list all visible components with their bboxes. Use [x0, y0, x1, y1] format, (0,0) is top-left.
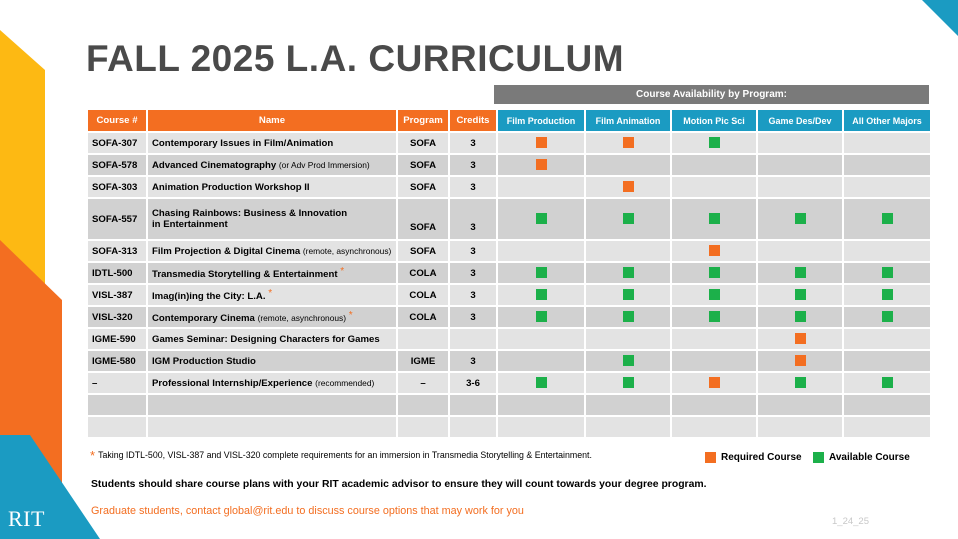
- legend-available: [813, 452, 910, 463]
- availability-film-animation: [586, 263, 670, 283]
- availability-film-production: [498, 395, 584, 415]
- available-marker: [795, 289, 806, 300]
- footnote-text: Taking IDTL-500, VISL-387 and VISL-320 complete requirements for an immersion in Transmedia Storytelling & Entertainment.: [98, 450, 592, 460]
- course-name: [148, 155, 396, 175]
- course-name: [148, 417, 396, 437]
- course-credits: [450, 395, 496, 415]
- availability-all-other-majors: [844, 329, 930, 349]
- course-name-line2: in Entertainment: [152, 219, 228, 230]
- course-credits: 3: [450, 307, 496, 327]
- availability-motion-pic-sci: [672, 329, 756, 349]
- required-marker: [623, 137, 634, 148]
- course-name-text: Imag(in)ing the City: L.A.: [152, 291, 266, 302]
- course-program: COLA: [398, 307, 448, 327]
- course-code: SOFA-303: [88, 177, 146, 197]
- availability-all-other-majors: [844, 133, 930, 153]
- available-marker: [536, 311, 547, 322]
- required-marker: [709, 377, 720, 388]
- available-marker: [882, 311, 893, 322]
- availability-all-other-majors: [844, 199, 930, 239]
- availability-film-production: [498, 133, 584, 153]
- course-credits: 3: [450, 177, 496, 197]
- table-row: [88, 155, 930, 175]
- availability-all-other-majors: [844, 177, 930, 197]
- available-marker: [623, 311, 634, 322]
- course-program: COLA: [398, 285, 448, 305]
- course-name: [148, 351, 396, 371]
- rit-logo: RIT: [8, 506, 45, 531]
- course-name-text: Film Projection & Digital Cinema: [152, 245, 301, 257]
- availability-game-des-dev: [758, 307, 842, 327]
- available-marker: [623, 267, 634, 278]
- advisor-note: Students should share course plans with your RIT academic advisor to ensure they will count towards your degree program.: [91, 479, 707, 490]
- availability-film-production: [498, 307, 584, 327]
- availability-film-animation: [586, 199, 670, 239]
- availability-film-animation: [586, 351, 670, 371]
- immersion-star: *: [337, 266, 345, 277]
- course-name-text: Games Seminar: Designing Characters for Games: [152, 333, 380, 345]
- available-marker: [882, 289, 893, 300]
- table-header-row: [88, 110, 930, 131]
- available-marker: [882, 213, 893, 224]
- course-credits: 3: [450, 351, 496, 371]
- table-row: [88, 263, 930, 283]
- availability-all-other-majors: [844, 241, 930, 261]
- course-name-text: Animation Production Workshop II: [152, 181, 310, 193]
- course-program: SOFA: [398, 155, 448, 175]
- availability-film-animation: [586, 395, 670, 415]
- table-row: [88, 285, 930, 305]
- available-marker: [536, 267, 547, 278]
- availability-header: Course Availability by Program:: [494, 85, 929, 104]
- availability-game-des-dev: [758, 133, 842, 153]
- required-swatch: [705, 452, 716, 463]
- legend-available-label: Available Course: [829, 452, 910, 464]
- course-name-text: IGM Production Studio: [152, 355, 256, 367]
- course-program: SOFA: [398, 177, 448, 197]
- course-credits: 3: [450, 155, 496, 175]
- availability-game-des-dev: [758, 177, 842, 197]
- course-note: (remote, asynchronous): [302, 245, 392, 256]
- table-row: [88, 417, 930, 437]
- available-marker: [536, 377, 547, 388]
- course-code: SOFA-557: [88, 199, 146, 239]
- availability-game-des-dev: [758, 241, 842, 261]
- course-code: –: [88, 373, 146, 393]
- course-name-text: Chasing Rainbows: Business & Innovation: [152, 208, 348, 219]
- course-program: SOFA: [398, 133, 448, 153]
- header-game-des-dev: Game Des/Dev: [758, 110, 842, 131]
- availability-game-des-dev: [758, 155, 842, 175]
- teal-top-right-shape: [922, 0, 958, 36]
- header-film-production: Film Production: [498, 110, 584, 131]
- course-program: SOFA: [398, 241, 448, 261]
- availability-film-animation: [586, 133, 670, 153]
- available-marker: [882, 377, 893, 388]
- course-name-text: Transmedia Storytelling & Entertainment: [152, 269, 338, 280]
- availability-motion-pic-sci: [672, 155, 756, 175]
- available-marker: [882, 267, 893, 278]
- availability-motion-pic-sci: [672, 307, 756, 327]
- course-code: IGME-590: [88, 329, 146, 349]
- availability-all-other-majors: [844, 373, 930, 393]
- course-name-text: Contemporary Cinema: [152, 313, 255, 324]
- availability-film-production: [498, 373, 584, 393]
- availability-game-des-dev: [758, 199, 842, 239]
- course-code: VISL-320: [88, 307, 146, 327]
- availability-film-animation: [586, 373, 670, 393]
- availability-game-des-dev: [758, 263, 842, 283]
- course-code: [88, 395, 146, 415]
- availability-film-production: [498, 417, 584, 437]
- availability-game-des-dev: [758, 373, 842, 393]
- course-name-text: Contemporary Issues in Film/Animation: [152, 137, 334, 149]
- available-marker: [709, 289, 720, 300]
- available-marker: [709, 213, 720, 224]
- course-credits: [450, 417, 496, 437]
- available-marker: [795, 311, 806, 322]
- course-code: IGME-580: [88, 351, 146, 371]
- availability-motion-pic-sci: [672, 177, 756, 197]
- course-name: [148, 395, 396, 415]
- available-marker: [709, 267, 720, 278]
- availability-film-animation: [586, 307, 670, 327]
- availability-film-animation: [586, 285, 670, 305]
- course-name: [148, 329, 396, 349]
- available-marker: [795, 213, 806, 224]
- availability-film-animation: [586, 155, 670, 175]
- required-marker: [536, 159, 547, 170]
- course-name: [148, 199, 396, 239]
- required-marker: [795, 355, 806, 366]
- header-name: Name: [148, 110, 396, 131]
- header-credits: Credits: [450, 110, 496, 131]
- availability-all-other-majors: [844, 263, 930, 283]
- availability-film-production: [498, 285, 584, 305]
- table-row: [88, 351, 930, 371]
- availability-film-animation: [586, 177, 670, 197]
- availability-motion-pic-sci: [672, 417, 756, 437]
- course-credits: 3: [450, 241, 496, 261]
- course-note: (recommended): [315, 377, 375, 388]
- immersion-star: *: [346, 310, 353, 321]
- table-row: [88, 177, 930, 197]
- legend-required: [705, 452, 802, 463]
- availability-film-production: [498, 155, 584, 175]
- course-program: –: [398, 373, 448, 393]
- availability-motion-pic-sci: [672, 133, 756, 153]
- course-program: [398, 395, 448, 415]
- course-credits: 3: [450, 285, 496, 305]
- available-marker: [536, 289, 547, 300]
- course-program: IGME: [398, 351, 448, 371]
- availability-film-animation: [586, 417, 670, 437]
- course-code: SOFA-578: [88, 155, 146, 175]
- available-swatch: [813, 452, 824, 463]
- availability-film-production: [498, 199, 584, 239]
- table-row: [88, 395, 930, 415]
- document-code: 1_24_25: [832, 516, 869, 527]
- availability-film-production: [498, 263, 584, 283]
- course-name-text: Professional Internship/Experience: [152, 377, 313, 389]
- course-code: [88, 417, 146, 437]
- availability-all-other-majors: [844, 351, 930, 371]
- header-film-animation: Film Animation: [586, 110, 670, 131]
- availability-game-des-dev: [758, 285, 842, 305]
- required-marker: [623, 181, 634, 192]
- course-name: [148, 307, 396, 327]
- availability-all-other-majors: [844, 307, 930, 327]
- course-credits: 3: [450, 263, 496, 283]
- course-code: SOFA-307: [88, 133, 146, 153]
- availability-game-des-dev: [758, 329, 842, 349]
- table-row: [88, 241, 930, 261]
- availability-motion-pic-sci: [672, 395, 756, 415]
- course-program: COLA: [398, 263, 448, 283]
- page-title: FALL 2025 L.A. CURRICULUM: [86, 38, 625, 79]
- course-name: [148, 177, 396, 197]
- header-motion-pic-sci: Motion Pic Sci: [672, 110, 756, 131]
- table-row: [88, 373, 930, 393]
- availability-all-other-majors: [844, 285, 930, 305]
- course-program: [398, 329, 448, 349]
- course-credits: 3: [450, 199, 496, 239]
- available-marker: [795, 267, 806, 278]
- course-name: [148, 133, 396, 153]
- required-marker: [536, 137, 547, 148]
- availability-film-animation: [586, 241, 670, 261]
- availability-game-des-dev: [758, 395, 842, 415]
- availability-motion-pic-sci: [672, 241, 756, 261]
- header-all-other-majors: All Other Majors: [844, 110, 930, 131]
- course-name-text: Advanced Cinematography: [152, 159, 277, 171]
- available-marker: [623, 377, 634, 388]
- course-name: [148, 285, 396, 305]
- required-marker: [709, 245, 720, 256]
- course-code: IDTL-500: [88, 263, 146, 283]
- header-program: Program: [398, 110, 448, 131]
- available-marker: [709, 137, 720, 148]
- availability-motion-pic-sci: [672, 351, 756, 371]
- available-marker: [536, 213, 547, 224]
- availability-motion-pic-sci: [672, 199, 756, 239]
- availability-film-animation: [586, 329, 670, 349]
- required-marker: [795, 333, 806, 344]
- table-row: [88, 199, 930, 239]
- availability-all-other-majors: [844, 155, 930, 175]
- course-credits: 3-6: [450, 373, 496, 393]
- course-program: [398, 417, 448, 437]
- availability-motion-pic-sci: [672, 285, 756, 305]
- footnote: [90, 448, 592, 463]
- footnote-star: *: [90, 448, 96, 463]
- available-marker: [623, 355, 634, 366]
- course-note: (or Adv Prod Immersion): [278, 159, 370, 170]
- immersion-star: *: [265, 288, 273, 299]
- availability-game-des-dev: [758, 351, 842, 371]
- availability-film-production: [498, 177, 584, 197]
- table-row: [88, 133, 930, 153]
- table-row: [88, 329, 930, 349]
- availability-motion-pic-sci: [672, 263, 756, 283]
- availability-film-production: [498, 241, 584, 261]
- course-name: [148, 373, 396, 393]
- availability-game-des-dev: [758, 417, 842, 437]
- graduate-note: Graduate students, contact global@rit.edu to discuss course options that may work for you: [91, 505, 524, 517]
- course-code: SOFA-313: [88, 241, 146, 261]
- table-row: [88, 307, 930, 327]
- header-course: Course #: [88, 110, 146, 131]
- course-name: [148, 263, 396, 283]
- legend-required-label: Required Course: [721, 452, 802, 464]
- availability-film-production: [498, 351, 584, 371]
- available-marker: [795, 377, 806, 388]
- course-code: VISL-387: [88, 285, 146, 305]
- availability-all-other-majors: [844, 417, 930, 437]
- available-marker: [709, 311, 720, 322]
- available-marker: [623, 289, 634, 300]
- availability-all-other-majors: [844, 395, 930, 415]
- available-marker: [623, 213, 634, 224]
- course-credits: 3: [450, 133, 496, 153]
- course-note: (remote, asynchronous): [257, 313, 347, 323]
- course-program: SOFA: [398, 199, 448, 239]
- curriculum-table: [86, 108, 932, 439]
- availability-motion-pic-sci: [672, 373, 756, 393]
- availability-film-production: [498, 329, 584, 349]
- course-credits: [450, 329, 496, 349]
- course-name: [148, 241, 396, 261]
